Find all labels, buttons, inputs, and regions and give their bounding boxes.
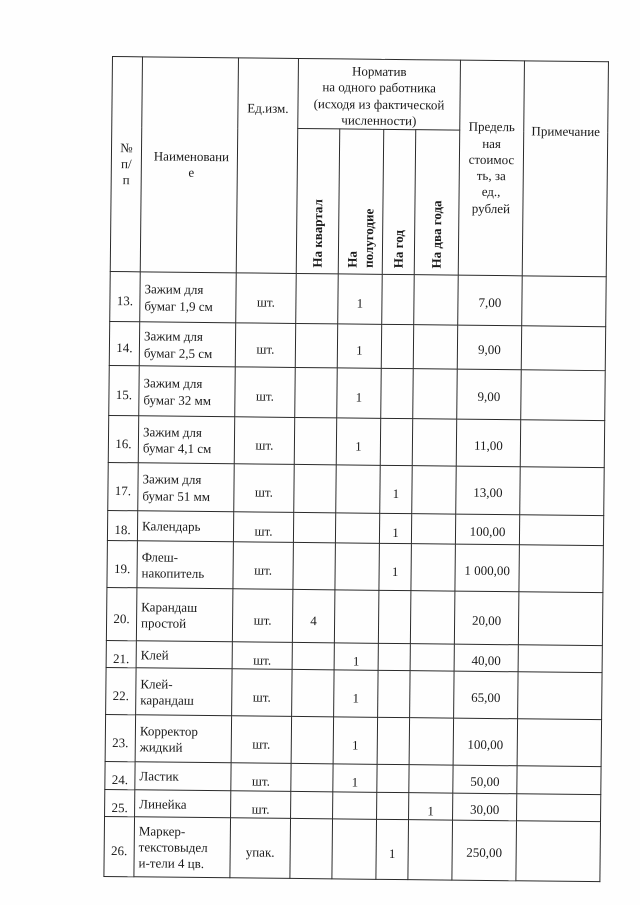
item-unit: шт. — [235, 323, 295, 368]
norm-per-quarter — [296, 273, 339, 323]
header-per-quarter: На квартал — [296, 128, 340, 273]
item-note — [519, 515, 603, 546]
norm-per-two-years — [408, 819, 453, 879]
item-price: 7,00 — [458, 275, 523, 326]
norm-per-half-year: 1 — [337, 324, 381, 368]
item-price: 100,00 — [455, 514, 519, 545]
norm-per-quarter — [292, 670, 334, 717]
item-note — [517, 766, 601, 794]
item-unit: шт. — [232, 642, 292, 670]
norm-per-quarter — [290, 818, 333, 878]
item-price: 11,00 — [456, 419, 520, 467]
item-name: Зажим для бумаг 4,1 см — [138, 416, 234, 464]
row-number: 22. — [106, 668, 136, 715]
item-unit: шт. — [236, 273, 297, 324]
item-unit: шт. — [234, 417, 294, 465]
row-number: 20. — [106, 587, 137, 640]
norm-per-quarter — [293, 512, 335, 542]
norm-per-two-years — [410, 591, 455, 644]
item-price: 40,00 — [454, 644, 518, 672]
item-unit: шт. — [235, 367, 296, 418]
norm-per-two-years — [412, 466, 457, 514]
row-number: 15. — [109, 365, 140, 415]
item-unit: шт. — [232, 669, 292, 717]
table-row — [105, 715, 601, 767]
header-name: Наименовани е — [140, 57, 238, 273]
row-number: 21. — [106, 640, 136, 668]
item-unit: шт. — [231, 763, 291, 791]
norm-per-two-years — [412, 419, 456, 466]
norm-per-quarter — [291, 764, 333, 792]
item-name: Клей- карандаш — [136, 668, 232, 716]
norm-per-two-years — [411, 544, 455, 591]
norm-per-quarter — [293, 542, 335, 589]
header-per-year: На год — [382, 129, 416, 274]
norm-per-quarter — [294, 417, 336, 464]
item-note — [520, 420, 604, 468]
table-row — [106, 587, 603, 645]
norm-per-year — [380, 418, 412, 465]
item-unit: упак. — [230, 818, 291, 879]
norm-per-quarter — [294, 464, 337, 512]
norm-per-half-year: 1 — [334, 643, 378, 671]
item-price: 20,00 — [454, 591, 519, 645]
norm-per-year — [378, 671, 410, 718]
table-row — [108, 462, 604, 515]
norm-per-two-years — [409, 718, 453, 765]
norm-per-two-years — [411, 514, 455, 544]
norm-per-quarter — [292, 642, 334, 670]
item-price: 9,00 — [457, 369, 522, 420]
item-price: 9,00 — [457, 325, 521, 370]
item-price: 100,00 — [453, 718, 517, 766]
table-row — [106, 668, 602, 720]
item-price: 250,00 — [452, 820, 517, 881]
norm-per-quarter — [295, 323, 337, 367]
norm-per-year: 1 — [380, 465, 413, 513]
item-unit: шт. — [233, 512, 293, 543]
item-note — [522, 276, 607, 327]
row-number: 26. — [104, 816, 135, 876]
item-name: Линейка — [135, 789, 231, 817]
item-name: Ластик — [135, 762, 231, 790]
item-price: 1 000,00 — [455, 544, 519, 592]
norm-per-half-year: 1 — [333, 717, 377, 764]
norm-per-half-year — [332, 819, 377, 879]
item-name: Зажим для бумаг 51 мм — [138, 463, 234, 512]
item-unit: шт. — [234, 464, 294, 513]
item-name: Клей — [136, 641, 232, 669]
norm-per-two-years — [409, 765, 453, 793]
norms-table — [103, 56, 609, 882]
norm-per-two-years — [410, 671, 454, 718]
row-number: 14. — [109, 321, 139, 365]
row-number: 24. — [105, 762, 135, 790]
norm-per-quarter — [295, 367, 338, 417]
table-row — [104, 816, 601, 881]
item-note — [521, 326, 605, 371]
norm-per-year — [378, 590, 411, 643]
norm-per-year — [381, 368, 414, 418]
item-name: Флеш- накопитель — [137, 541, 233, 589]
norm-per-quarter — [291, 791, 333, 819]
table-row — [110, 271, 606, 326]
norm-per-year: 1 — [376, 819, 409, 879]
item-unit: шт. — [231, 790, 291, 818]
item-name: Карандаш простой — [136, 588, 233, 642]
norm-per-two-years — [413, 369, 458, 419]
item-note — [519, 545, 603, 593]
row-number: 25. — [105, 789, 135, 817]
norm-per-half-year — [335, 513, 379, 543]
table-row — [107, 540, 603, 592]
row-number: 16. — [108, 415, 138, 462]
norm-per-year — [382, 274, 415, 324]
norm-per-year — [377, 718, 409, 765]
norm-per-half-year — [334, 590, 379, 643]
header-price: Предель ная стоимос ть, за ед., рублей — [458, 60, 524, 276]
norm-per-quarter — [291, 717, 333, 764]
norm-per-year — [377, 792, 409, 820]
item-note — [518, 645, 602, 673]
item-unit: шт. — [231, 716, 291, 764]
norm-per-year — [377, 765, 409, 793]
norm-per-half-year: 1 — [336, 418, 380, 465]
item-note — [521, 370, 606, 421]
header-norm-group: Норматив на одного работника (исходя из фактической численности) — [298, 58, 461, 130]
header-number: № п/ п — [110, 57, 142, 272]
norm-per-half-year — [335, 543, 379, 590]
norm-per-two-years: 1 — [409, 792, 453, 820]
item-name: Зажим для бумаг 2,5 см — [139, 322, 235, 367]
row-number: 19. — [107, 540, 137, 587]
item-unit: шт. — [233, 542, 293, 590]
row-number: 23. — [105, 715, 135, 762]
item-note — [518, 672, 602, 720]
norm-per-half-year: 1 — [334, 670, 378, 717]
norm-per-year — [381, 324, 413, 368]
table-row — [108, 415, 604, 467]
item-name: Маркер- текстовыдел и-тели 4 цв. — [134, 817, 231, 878]
norm-per-year — [378, 643, 410, 671]
item-note — [517, 719, 601, 767]
norm-per-half-year: 1 — [337, 368, 382, 418]
table-body — [104, 271, 606, 881]
item-note — [520, 467, 604, 516]
item-name: Календарь — [137, 511, 233, 542]
header-unit: Ед.изм. — [236, 58, 298, 274]
norm-per-half-year: 1 — [333, 764, 377, 792]
header-per-half-year: На полугодие — [338, 129, 384, 274]
norm-per-two-years — [414, 275, 459, 325]
item-name: Зажим для бумаг 1,9 см — [140, 272, 237, 323]
item-note — [516, 821, 601, 882]
norm-per-two-years — [413, 325, 457, 369]
item-note — [517, 793, 601, 821]
row-number: 17. — [108, 462, 139, 510]
norm-per-half-year: 1 — [338, 274, 383, 324]
item-price: 13,00 — [456, 466, 520, 515]
norm-per-two-years — [410, 644, 454, 672]
row-number: 13. — [110, 271, 141, 321]
item-unit: шт. — [232, 589, 293, 643]
item-note — [518, 592, 603, 646]
item-price: 65,00 — [454, 671, 518, 719]
item-price: 50,00 — [453, 765, 517, 793]
item-price: 30,00 — [453, 793, 517, 821]
norm-per-year: 1 — [379, 513, 411, 543]
table-row — [109, 321, 605, 370]
table-row — [109, 365, 605, 420]
norm-per-quarter: 4 — [292, 589, 335, 642]
item-name: Зажим для бумаг 32 мм — [139, 366, 236, 417]
row-number: 18. — [107, 510, 137, 540]
norm-per-year: 1 — [379, 543, 411, 590]
header-note: Примечание — [522, 61, 608, 277]
norm-per-half-year — [333, 791, 377, 819]
header-per-two-years: На два года — [414, 130, 460, 275]
norm-per-half-year — [336, 465, 381, 513]
item-name: Корректор жидкий — [135, 715, 231, 763]
